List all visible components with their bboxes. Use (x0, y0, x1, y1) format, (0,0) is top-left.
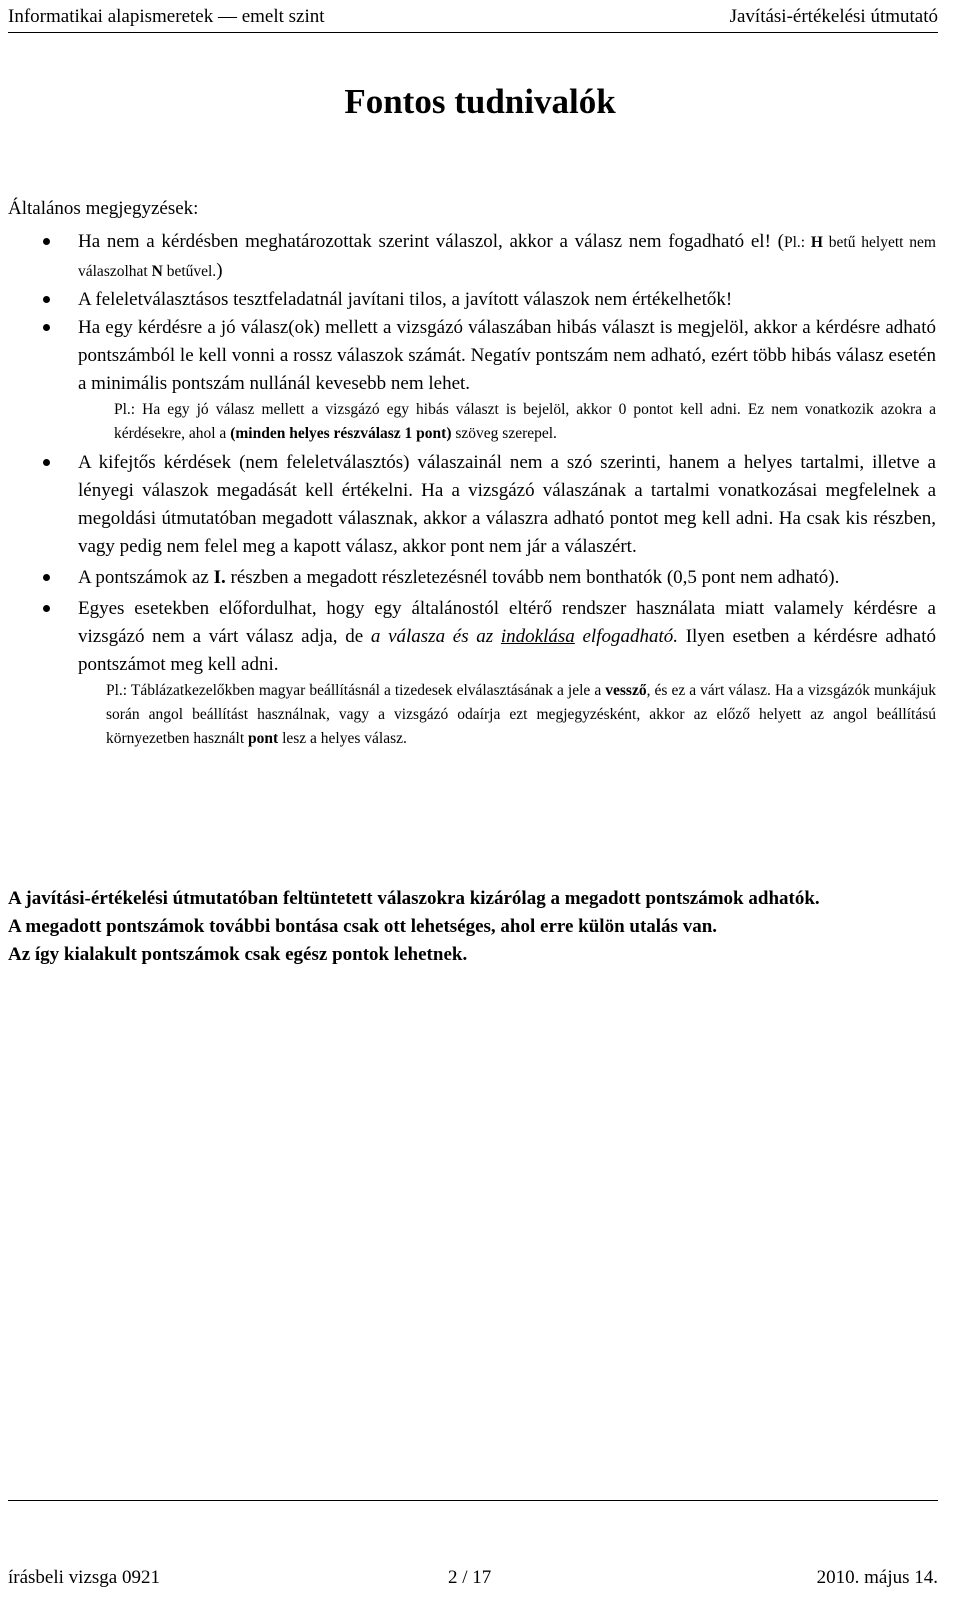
example-note: Pl.: Ha egy jó válasz mellett a vizsgázó egy hibás választ is bejelöl, akkor 0 pontot kell adni. Ez nem vonatkozik azokra a kérdésekre, ahol a (minden helyes részválasz 1 pont) szöveg szerepel. (114, 401, 936, 442)
page-title: Fontos tudnivalók (344, 82, 616, 121)
list-item: Ha nem a kérdésben meghatározottak szerint válaszol, akkor a válasz nem fogadható el! (Pl.: H betű helyett nem válaszolhat N betűvel.) (78, 228, 936, 286)
footer-page-number: 2 / 17 (448, 1567, 492, 1588)
conclusion-text: A javítási-értékelési útmutatóban feltüntetett válaszokra kizárólag a megadott pontszámok adhatók. (8, 888, 820, 909)
list-item: Ha egy kérdésre a jó válasz(ok) mellett a vizsgázó válaszában hibás választ is megjelöl, akkor a kérdésre adható pontszámból le kell vonni a rossz válaszok számát. Negatív pontszám nem adható, ezért több hibás válasz esetén a minimális pontszám nullánál kevesebb nem lehet. Pl.: Ha egy jó válasz mellett a vizsgázó egy hibás választ is bejelöl, akkor 0 pontot kell adni. Ez nem vonatkozik azokra a kérdésekre, ahol a (minden helyes részválasz 1 pont) szöveg szerepel. (78, 314, 936, 446)
list-item: A kifejtős kérdések (nem feleletválasztós) válaszainál nem a szó szerinti, hanem a helyes tartalmi, illetve a lényegi válaszok megadását kell értékelni. Ha a vizsgázó válaszának a tartalmi vonatkozásai megfelelnek a megoldási útmutatóban megadott válasznak, akkor a válaszra adható pontot meg kell adni. Ha csak kis részben, vagy pedig nem felel meg a kapott válasz, akkor pont nem jár a válaszért. (78, 449, 936, 561)
conclusion-text: A megadott pontszámok további bontása csak ott lehetséges, ahol erre külön utalás van. (8, 916, 718, 937)
footer-date: 2010. május 14. (816, 1567, 938, 1588)
list-item: Egyes esetekben előfordulhat, hogy egy általánostól eltérő rendszer használata miatt valamely kérdésre a vizsgázó nem a várt válasz adja, de a válasza és az indoklása elfogadható. Ilyen esetben a kérdésre adható pontszámot meg kell adni. Pl.: Táblázatkezelőkben magyar beállításnál a tizedesek elválasztásának a jele a vessző, és ez a várt válasz. Ha a vizsgázók munkájuk során angol beállítást használnak, vagy a vizsgázó odaírja ezt megjegyzésként, akkor az előző helyett az angol beállítású környezetben használt pont lesz a helyes válasz. (78, 595, 936, 751)
conclusion-text: Az így kialakult pontszámok csak egész pontok lehetnek. (8, 944, 468, 965)
footer-left: írásbeli vizsga 0921 (8, 1567, 160, 1588)
general-notes-label: Általános megjegyzések: (8, 198, 199, 219)
header-right: Javítási-értékelési útmutató (729, 6, 938, 27)
page-header (8, 0, 938, 33)
header-left: Informatikai alapismeretek — emelt szint (8, 6, 325, 27)
example-note: Pl.: Táblázatkezelőkben magyar beállításnál a tizedesek elválasztásának a jele a vessző, és ez a várt válasz. Ha a vizsgázók munkájuk során angol beállítást használnak, vagy a vizsgázó odaírja ezt megjegyzésként, akkor az előző helyett az angol beállítású környezetben használt pont lesz a helyes válasz. (106, 682, 936, 747)
list-item: A pontszámok az I. részben a megadott részletezésnél tovább nem bonthatók (0,5 pont nem adható). (78, 564, 936, 592)
notes-list (78, 228, 936, 751)
conclusions (8, 885, 938, 969)
list-item: A feleletválasztásos tesztfeladatnál javítani tilos, a javított válaszok nem értékelhetők! (78, 286, 936, 314)
page-footer (8, 1500, 938, 1597)
